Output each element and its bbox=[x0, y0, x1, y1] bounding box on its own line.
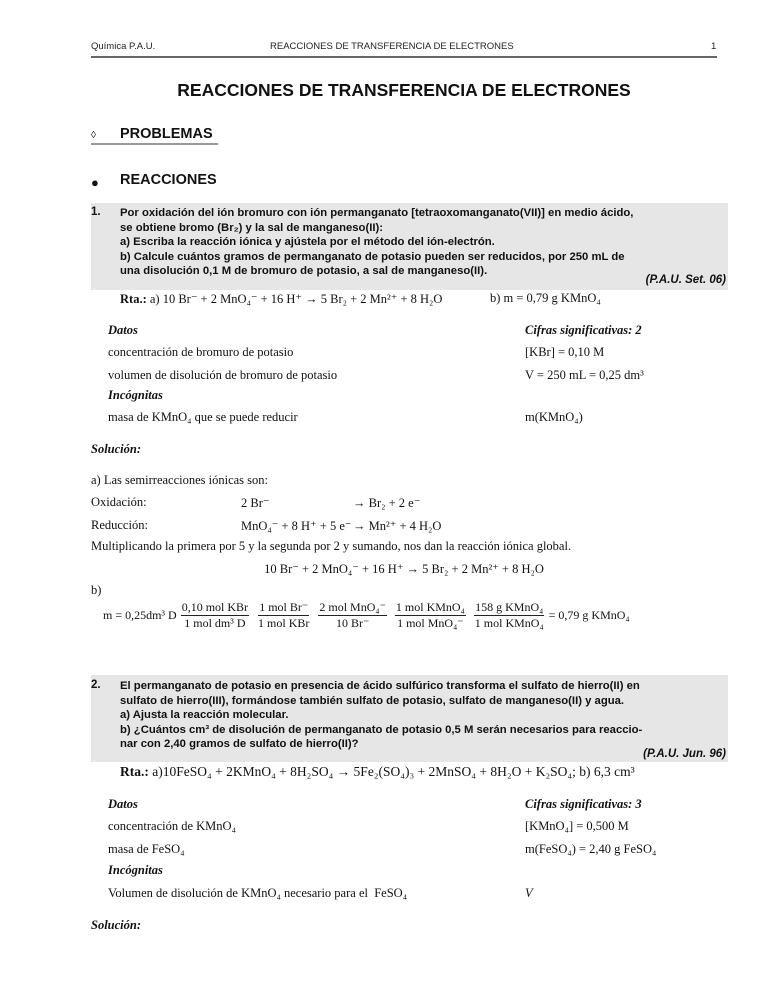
incognitas-label: Incógnitas bbox=[108, 863, 163, 877]
header-center: REACCIONES DE TRANSFERENCIA DE ELECTRONES bbox=[270, 41, 514, 52]
dato-value: [KBr] = 0,10 M bbox=[525, 345, 605, 359]
header-left: Química P.A.U. bbox=[91, 41, 156, 52]
problem-2-source: (P.A.U. Jun. 96) bbox=[643, 748, 726, 760]
problem-1-line: se obtiene bromo (Br₂) y la sal de manganeso(II): bbox=[120, 221, 384, 234]
page-title: REACCIONES DE TRANSFERENCIA DE ELECTRONES bbox=[177, 80, 631, 100]
oxidacion-label: Oxidación: bbox=[91, 495, 147, 509]
calc-fraction bbox=[395, 600, 466, 631]
fraction-numerator: 1 mol Br⁻ bbox=[259, 600, 309, 614]
calc-fraction bbox=[257, 600, 310, 631]
multiplicando-text: Multiplicando la primera por 5 y la segunda por 2 y sumando, nos dan la reacción iónica global. bbox=[91, 539, 572, 553]
page-number: 1 bbox=[711, 41, 717, 52]
fraction-numerator: 1 mol KMnO₄ bbox=[395, 600, 465, 614]
problem-1-text bbox=[120, 206, 726, 279]
section-label: PROBLEMAS bbox=[120, 126, 213, 142]
dato-value: m(FeSO₄) = 2,40 g FeSO₄ bbox=[525, 842, 657, 856]
answer-label: Rta.: bbox=[120, 764, 149, 779]
bullet-icon: ● bbox=[91, 175, 99, 190]
header-rule bbox=[91, 56, 717, 58]
problem-2-line: El permanganato de potasio en presencia de ácido sulfúrico transforma el sulfato de hierro(II) en bbox=[120, 680, 640, 692]
problem-2-number: 2. bbox=[91, 679, 101, 691]
problem-2-line: b) ¿Cuántos cm³ de disolución de permanganato de potasio 0,5 M serán necesarios para reaccio- bbox=[120, 723, 643, 736]
reduccion-right: → Mn²⁺ + 4 H₂O bbox=[353, 519, 442, 533]
dato-name: concentración de bromuro de potasio bbox=[108, 345, 294, 359]
calc-fraction bbox=[318, 600, 387, 631]
incognita-name: masa de KMnO₄ que se puede reducir bbox=[108, 410, 298, 424]
reduccion-label: Reducción: bbox=[91, 518, 148, 532]
calc-result: = 0,79 g KMnO₄ bbox=[548, 608, 630, 622]
diamond-bullet-icon: ◊ bbox=[91, 130, 96, 141]
part-b-label: b) bbox=[91, 583, 102, 597]
fraction-denominator: 1 mol MnO₄⁻ bbox=[397, 616, 464, 630]
problem-1-source: (P.A.U. Set. 06) bbox=[645, 274, 726, 286]
problem-1-line: Por oxidación del ión bromuro con ión permanganato [tetraoxomanganato(VII)] en medio ácido, bbox=[120, 207, 634, 219]
fraction-denominator: 1 mol dm³ D bbox=[184, 616, 246, 630]
reduccion-left: MnO₄⁻ + 8 H⁺ + 5 e⁻ bbox=[241, 519, 352, 533]
problem-1-answer bbox=[120, 291, 442, 307]
answer-text: a)10FeSO₄ + 2KMnO₄ + 8H₂SO₄ → 5Fe₂(SO₄)₃ + 2MnSO₄ + 8H₂O + K₂SO₄; b) 6,3 cm³ bbox=[152, 764, 635, 779]
section-heading bbox=[91, 126, 218, 145]
answer-a: a) 10 Br⁻ + 2 MnO₄⁻ + 16 H⁺ → 5 Br₂ + 2 Mn²⁺ + 8 H₂O bbox=[149, 292, 443, 306]
part-a-intro: a) Las semirreacciones iónicas son: bbox=[91, 473, 269, 487]
problem-1-line: a) Escriba la reacción iónica y ajústela por el método del ión-electrón. bbox=[120, 236, 495, 249]
cifras-significativas: Cifras significativas: 3 bbox=[525, 797, 642, 811]
problem-2-line: a) Ajusta la reacción molecular. bbox=[120, 709, 289, 722]
cifras-significativas: Cifras significativas: 2 bbox=[525, 323, 642, 337]
subsection-label: REACCIONES bbox=[120, 172, 217, 188]
solucion-label: Solución: bbox=[91, 442, 142, 456]
dato-name: concentración de KMnO₄ bbox=[108, 819, 236, 833]
datos-label: Datos bbox=[108, 323, 138, 337]
incognita-value: V bbox=[525, 886, 533, 900]
dato-name: masa de FeSO₄ bbox=[108, 842, 185, 856]
fraction-denominator: 1 mol KMnO₄ bbox=[474, 616, 544, 630]
fraction-numerator: 158 g KMnO₄ bbox=[475, 600, 544, 614]
problem-1-line: b) Calcule cuántos gramos de permanganato de potasio pueden ser reducidos, por 250 mL de bbox=[120, 250, 625, 263]
answer-label: Rta.: bbox=[120, 292, 147, 306]
incognita-name: Volumen de disolución de KMnO₄ necesario para el FeSO₄ bbox=[108, 886, 408, 900]
problem-2-line: nar con 2,40 gramos de sulfato de hierro(II)? bbox=[120, 738, 359, 751]
datos-label: Datos bbox=[108, 797, 138, 811]
solucion-label: Solución: bbox=[91, 918, 142, 932]
problem-2-text bbox=[120, 679, 726, 752]
fraction-numerator: 2 mol MnO₄⁻ bbox=[319, 600, 386, 614]
global-reaction: 10 Br⁻ + 2 MnO₄⁻ + 16 H⁺ → 5 Br₂ + 2 Mn²⁺ + 8 H₂O bbox=[264, 562, 544, 576]
dato-value: V = 250 mL = 0,25 dm³ bbox=[525, 368, 644, 382]
fraction-denominator: 10 Br⁻ bbox=[335, 616, 370, 630]
fraction-numerator: 0,10 mol KBr bbox=[181, 600, 249, 614]
calculation-formula bbox=[103, 600, 630, 631]
dato-name: volumen de disolución de bromuro de potasio bbox=[108, 368, 338, 382]
fraction-denominator: 1 mol KBr bbox=[258, 616, 310, 630]
dato-value: [KMnO₄] = 0,500 M bbox=[525, 819, 629, 833]
answer-b: b) m = 0,79 g KMnO₄ bbox=[490, 291, 601, 305]
calc-lhs: m = 0,25dm³ D bbox=[103, 608, 177, 622]
oxidacion-left: 2 Br⁻ bbox=[241, 496, 270, 510]
problem-2-line: sulfato de hierro(III), formándose también sulfato de potasio, sulfato de manganeso(II) y agua. bbox=[120, 694, 625, 707]
problem-1-line: una disolución 0,1 M de bromuro de potasio, a sal de manganeso(II). bbox=[120, 265, 488, 278]
problem-1-number: 1. bbox=[91, 206, 101, 218]
incognita-value: m(KMnO₄) bbox=[525, 410, 583, 424]
incognitas-label: Incógnitas bbox=[108, 388, 163, 402]
oxidacion-right: → Br₂ + 2 e⁻ bbox=[353, 496, 421, 510]
calc-fraction bbox=[181, 600, 249, 631]
calc-fraction bbox=[474, 600, 545, 631]
problem-2-answer bbox=[120, 764, 635, 780]
